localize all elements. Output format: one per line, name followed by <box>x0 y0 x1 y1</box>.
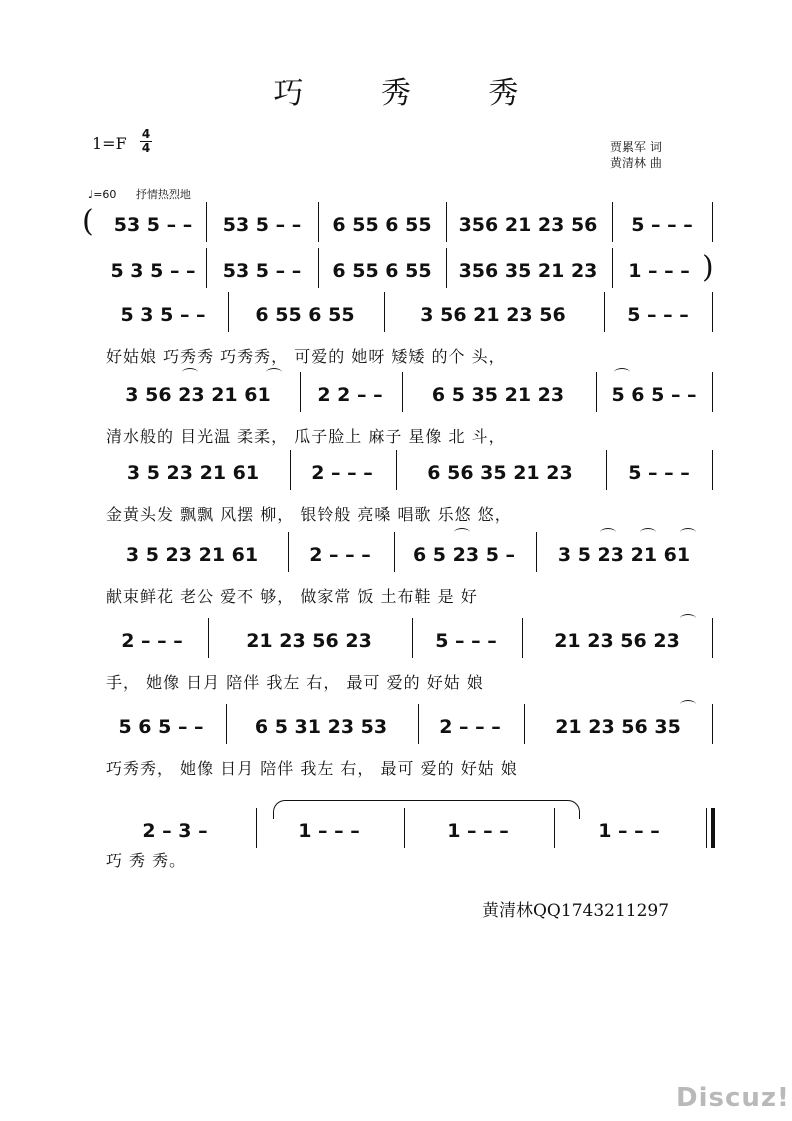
barline <box>318 248 319 288</box>
barline <box>288 532 289 572</box>
barline <box>300 372 301 412</box>
slur-mark <box>640 528 656 537</box>
lyrics-line: 巧 秀 秀。 <box>106 851 187 870</box>
discuz-watermark: Discuz! <box>676 1083 790 1113</box>
slur-mark <box>600 528 616 537</box>
barline <box>412 618 413 658</box>
measure: 2 – 3 – <box>142 820 208 842</box>
barline <box>712 292 713 332</box>
barline <box>228 292 229 332</box>
barline <box>712 372 713 412</box>
measure: 1 – – – <box>298 820 360 842</box>
slur-mark <box>680 700 696 709</box>
key-signature: 1=F <box>92 134 127 153</box>
tempo-marking <box>88 186 191 202</box>
measure: 5 – – – <box>628 462 690 484</box>
barline <box>404 808 405 848</box>
lyricist-credit: 贾累军 词 <box>610 140 662 154</box>
measure: 2 – – – <box>311 462 373 484</box>
measure: 5 3 5 – – <box>110 260 196 282</box>
measure: 1 – – – <box>628 260 690 282</box>
measure: 6 55 6 55 <box>255 304 355 326</box>
measure: 2 2 – – <box>317 384 383 406</box>
barline <box>612 202 613 242</box>
lyrics-line: 巧秀秀， 她像 日月 陪伴 我左 右， 最可 爱的 好姑 娘 <box>106 759 518 778</box>
measure: 6 55 6 55 <box>332 214 432 236</box>
repeat-open-paren: ( <box>82 204 94 239</box>
meter-top: 4 <box>141 127 151 141</box>
measure: 21 23 56 23 <box>554 630 680 652</box>
measure: 53 5 – – <box>113 214 193 236</box>
slur-mark <box>266 368 282 377</box>
measure: 5 – – – <box>627 304 689 326</box>
measure: 3 56 21 23 56 <box>420 304 566 326</box>
barline <box>536 532 537 572</box>
barline <box>712 450 713 490</box>
measure: 356 21 23 56 <box>458 214 598 236</box>
barline <box>712 202 713 242</box>
measure: 5 – – – <box>631 214 693 236</box>
measure: 53 5 – – <box>222 214 302 236</box>
barline <box>256 808 257 848</box>
measure: 6 5 31 23 53 <box>254 716 388 738</box>
measure: 6 5 35 21 23 <box>431 384 565 406</box>
measure: 5 6 5 – – <box>118 716 204 738</box>
measure: 3 56 23 21 61 <box>125 384 271 406</box>
final-barline-thick <box>711 808 715 848</box>
barline <box>612 248 613 288</box>
barline <box>712 704 713 744</box>
barline <box>394 532 395 572</box>
measure: 356 35 21 23 <box>458 260 598 282</box>
repeat-close-paren: ) <box>702 250 714 285</box>
lyrics-line: 好姑娘 巧秀秀 巧秀秀， 可爱的 她呀 矮矮 的个 头， <box>106 347 506 366</box>
barline <box>226 704 227 744</box>
measure: 2 – – – <box>309 544 371 566</box>
author-signature: 黄清林QQ1743211297 <box>482 901 670 921</box>
measure: 21 23 56 35 <box>555 716 681 738</box>
measure: 6 56 35 21 23 <box>427 462 573 484</box>
barline <box>606 450 607 490</box>
barline <box>446 202 447 242</box>
measure: 3 5 23 21 61 <box>557 544 691 566</box>
barline <box>712 618 713 658</box>
composer-credit: 黄清林 曲 <box>610 156 662 170</box>
barline <box>206 248 207 288</box>
lyrics-line: 献束鲜花 老公 爱不 够， 做家常 饭 土布鞋 是 好 <box>106 587 478 606</box>
barline <box>418 704 419 744</box>
expression-marking: 抒情热烈地 <box>135 188 191 201</box>
lyrics-line: 手， 她像 日月 陪伴 我左 右， 最可 爱的 好姑 娘 <box>106 673 484 692</box>
barline <box>554 808 555 848</box>
measure: 1 – – – <box>447 820 509 842</box>
song-title: 巧 秀 秀 <box>273 76 553 111</box>
measure: 2 – – – <box>121 630 183 652</box>
measure: 3 5 23 21 61 <box>126 462 260 484</box>
final-barline-thin <box>706 808 707 848</box>
time-signature <box>140 128 152 155</box>
slur-mark <box>614 368 630 377</box>
barline <box>208 618 209 658</box>
tempo-value: ♩=60 <box>88 188 117 201</box>
barline <box>396 450 397 490</box>
measure: 1 – – – <box>598 820 660 842</box>
lyrics-line: 金黄头发 飘飘 风摆 柳， 银铃般 亮嗓 唱歌 乐悠 悠， <box>106 505 512 524</box>
slur-mark <box>680 528 696 537</box>
meter-bottom: 4 <box>141 141 151 155</box>
slur-mark <box>454 528 470 537</box>
measure: 5 – – – <box>435 630 497 652</box>
barline <box>596 372 597 412</box>
lyrics-line: 清水般的 目光温 柔柔， 瓜子脸上 麻子 星像 北 斗， <box>106 427 506 446</box>
slur-mark <box>680 614 696 623</box>
barline <box>384 292 385 332</box>
measure: 6 5 23 5 – <box>412 544 516 566</box>
slur-mark <box>182 368 198 377</box>
measure: 6 55 6 55 <box>332 260 432 282</box>
barline <box>318 202 319 242</box>
measure: 2 – – – <box>439 716 501 738</box>
measure: 5 3 5 – – <box>120 304 206 326</box>
measure: 5 6 5 – – <box>611 384 697 406</box>
barline <box>446 248 447 288</box>
barline <box>522 618 523 658</box>
barline <box>604 292 605 332</box>
barline <box>524 704 525 744</box>
barline <box>290 450 291 490</box>
barline <box>206 202 207 242</box>
measure: 3 5 23 21 61 <box>125 544 259 566</box>
measure: 21 23 56 23 <box>246 630 372 652</box>
measure: 53 5 – – <box>222 260 302 282</box>
barline <box>402 372 403 412</box>
